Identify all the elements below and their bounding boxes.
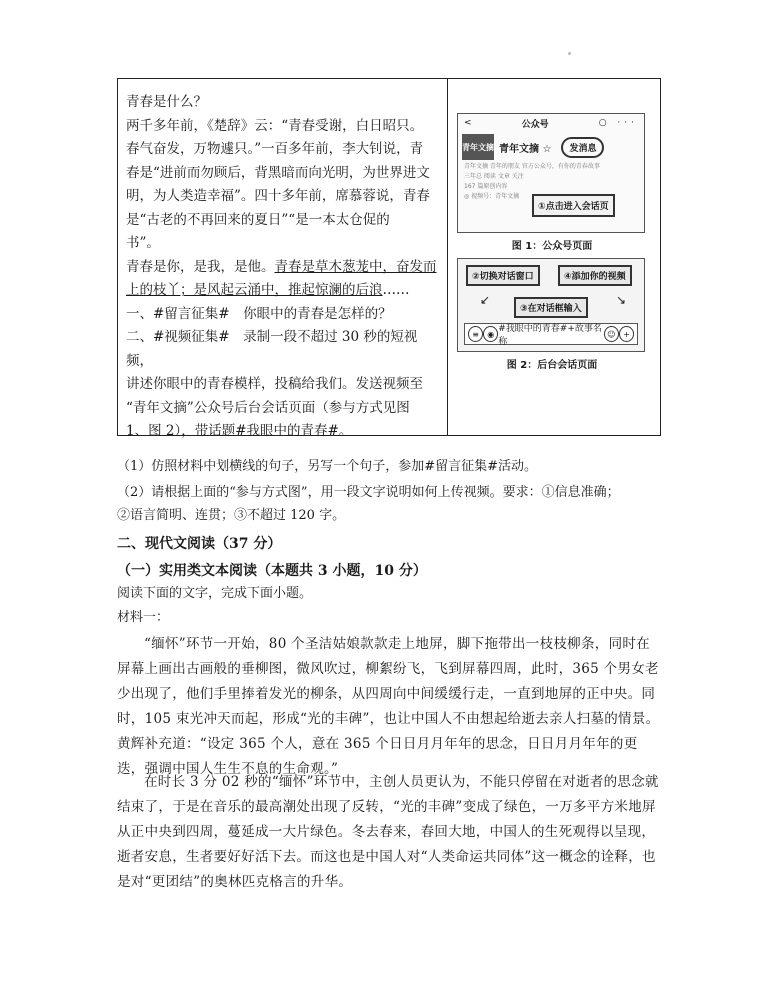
arrow-icon: ↙ — [480, 293, 491, 307]
more-icon: ○ ··· — [598, 118, 638, 128]
emoji-icon: ☺ — [604, 326, 619, 342]
account-desc: 167 篇原创内容 — [464, 183, 508, 190]
account-desc: ◎ 视频号：青年文摘 — [464, 193, 520, 200]
chat-input-text: #我眼中的青春#+故事名称 — [498, 324, 602, 347]
figure-2-chat-page — [457, 258, 645, 352]
phone-title: 公众号 — [521, 119, 549, 130]
paragraph: “缅怀”环节一开始，80 个圣洁姑娘款款走上地屏，脚下拖带出一枝枝柳条，同时在屏幕上画出古画般的垂柳图，微风吹过，柳絮纷飞，飞到屏幕四周，此时，365 个男女老少出现了，他们手里捧着发光的柳条，从四周向中间缓缓行走，一直到地屏的正中央。同时，105 束光冲天而起，形成“光的丰碑”，也让中国人不由想起给逝去亲人扫墓的情景。黄辉补充道：“设定 365 个人，意在 365 个日日月月年年的思念，日日月月年年的更迭，强调中国人生生不息的生命观。” — [117, 636, 660, 777]
figure-1-caption: 图 1：公众号页面 — [511, 241, 593, 252]
text-line: 春是“进前而勿顾后，背黑暗而向光明，为世界进文 — [126, 164, 430, 181]
material-box — [117, 78, 661, 439]
question-2: （2）请根据上面的“参与方式图”，用一段文字说明如何上传视频。要求：①信息准确； — [117, 485, 620, 500]
text-line: 二、#视频征集# 录制一段不超过 30 秒的短视频， — [126, 329, 418, 369]
text-line: 书”。 — [126, 235, 160, 251]
keyboard-icon: ≡ — [468, 326, 483, 342]
instruction: 阅读下面的文字，完成下面小题。 — [117, 586, 313, 601]
text-line: 讲述你眼中的青春模样，投稿给我们。发送视频至 — [126, 376, 423, 392]
callout-step-1: ①点击进入会话页 — [532, 194, 615, 217]
account-desc: 三年总 阅读 文章 关注 — [464, 173, 524, 180]
send-message-button: 发消息 — [561, 137, 604, 158]
arrow-icon: ↘ — [616, 293, 627, 307]
voice-icon: ◉ — [483, 326, 498, 342]
chat-input-bar — [464, 323, 638, 345]
text-line: 青春是什么？ — [126, 94, 207, 110]
text-line: 明，为人类造幸福”。四十多年前，席慕蓉说，青春 — [126, 188, 430, 204]
callout-step-4: ④添加你的视频 — [558, 265, 632, 286]
callout-step-3: ③在对话框输入 — [514, 297, 588, 318]
text-line: 两千多年前，《楚辞》云：“青春受谢，白日昭只。 — [126, 117, 424, 134]
scan-dot — [568, 52, 571, 55]
callout-step-2: ②切换对话窗口 — [466, 265, 540, 286]
account-desc: 青年文摘 青年的朋友 官方公众号，有你的青春故事 — [464, 163, 600, 170]
question-2-cont: ②语言简明、连贯；③不超过 120 字。 — [117, 508, 346, 523]
underlined-sentence: 上的枝丫；是风起云涌中，推起惊澜的后浪 — [126, 282, 383, 298]
back-icon: < — [464, 118, 472, 128]
account-name: 青年文摘 ☆ — [499, 143, 552, 155]
figures — [457, 113, 647, 377]
figure-1-account-page — [457, 113, 645, 233]
text-line: 一、#留言征集# 你眼中的青春是怎样的？ — [126, 305, 392, 322]
question-1: （1）仿照材料中划横线的句子，另写一个句子，参加#留言征集#活动。 — [117, 459, 538, 474]
section-title: 二、现代文阅读（37 分） — [117, 536, 282, 552]
underlined-line: 青春是你，是我，是他。青春是草木葱茏中，奋发而 — [126, 258, 437, 275]
add-icon: + — [619, 326, 634, 342]
underlined-line: 上的枝丫；是风起云涌中，推起惊澜的后浪…… — [126, 282, 410, 298]
account-logo: 青年文摘 — [462, 134, 494, 160]
underlined-sentence: 青春是草木葱茏中，奋发而 — [274, 258, 437, 275]
material-label: 材料一： — [117, 610, 170, 625]
text-line: 1、图 2），带话题#我眼中的青春#。 — [126, 423, 353, 439]
material-text — [126, 91, 442, 444]
text-line: 春气奋发，万物遽只。”一百多年前，李大钊说，青 — [126, 141, 424, 157]
figure-2-caption: 图 2：后台会话页面 — [506, 360, 598, 371]
box-divider — [447, 79, 448, 435]
paragraph: 在时长 3 分 02 秒的“缅怀”环节中，主创人员更认为，不能只停留在对逝者的思念就结束了，于是在音乐的最高潮处出现了反转，“光的丰碑”变成了绿色，一万多平方米地屏从正中央到四周，蔓延成一大片绿色。冬去春来，春回大地，中国人的生死观得以呈现，逝者安息，生者要好好活下去。而这也是中国人对“人类命运共同体”这一概念的诠释，也是对“更团结”的奥林匹克格言的升华。 — [117, 774, 659, 890]
text-line: “青年文摘”公众号后台会话页面（参与方式见图 — [126, 399, 410, 416]
text-line: 是“古老的不再回来的夏日”“是一本太仓促的 — [126, 211, 390, 228]
subsection-title: （一）实用类文本阅读（本题共 3 小题，10 分） — [117, 563, 427, 579]
